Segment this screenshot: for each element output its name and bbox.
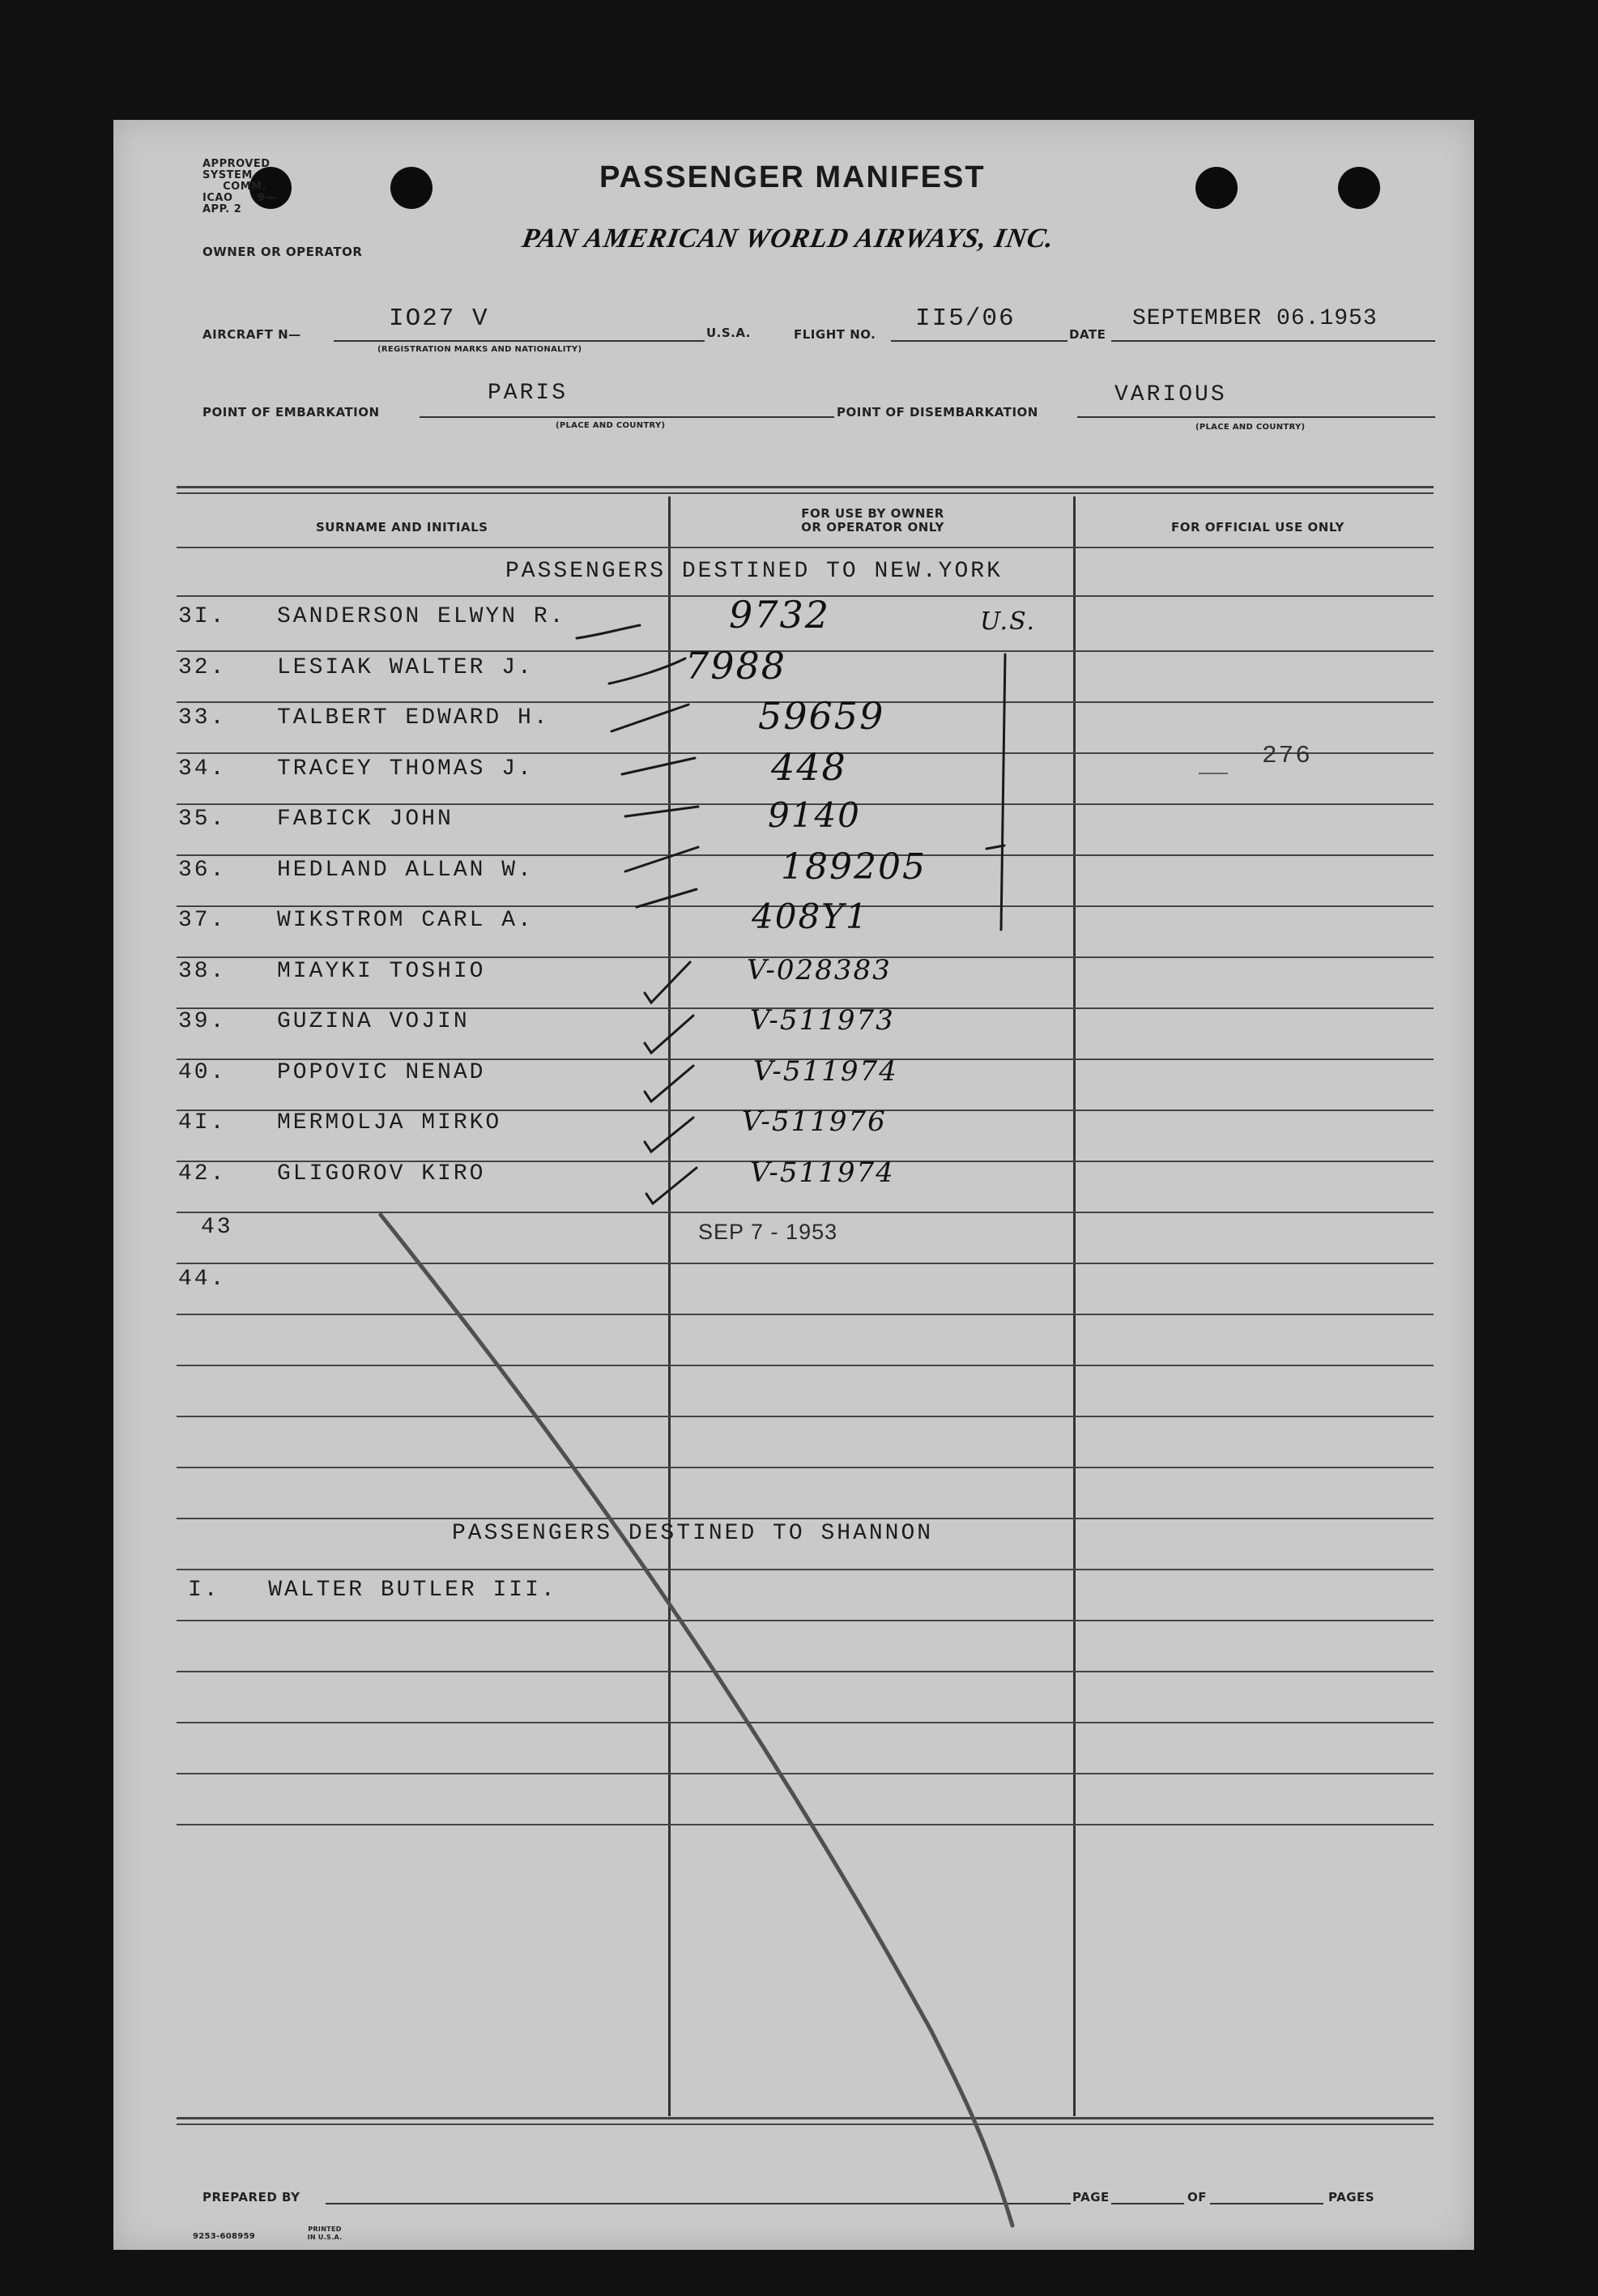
disembark-label: POINT OF DISEMBARKATION [837, 405, 1038, 420]
passenger-name: GUZINA VOJIN [277, 1009, 470, 1034]
check-mark [645, 1066, 693, 1101]
check-mark [645, 1016, 693, 1053]
bracket-line [1001, 654, 1005, 930]
passenger-name: MERMOLJA MIRKO [277, 1110, 502, 1135]
col-owner-use-line: FOR USE BY OWNER [801, 506, 944, 521]
col-surname: SURNAME AND INITIALS [316, 520, 488, 535]
printed-mark: PRINTED IN U.S.A. [307, 2226, 343, 2241]
check-mark [646, 1168, 697, 1203]
row-number: 40. [178, 1059, 227, 1085]
row-number: 38. [178, 958, 227, 984]
passenger-name: WALTER BUTLER III. [268, 1578, 557, 1603]
document-number: 189205 [781, 846, 927, 888]
check-mark [622, 758, 695, 774]
passenger-name: TRACEY THOMAS J. [277, 756, 534, 782]
document-number: V-511973 [750, 1004, 895, 1037]
row-number: 44. [178, 1267, 227, 1292]
passenger-name: GLIGOROV KIRO [277, 1161, 486, 1186]
form-number: 9253-608959 [193, 2232, 256, 2241]
embark-label: POINT OF EMBARKATION [202, 405, 380, 420]
row-number: 3I. [178, 604, 227, 629]
document-number: 408Y1 [752, 897, 869, 936]
aircraft-value: IO27 V [389, 305, 489, 333]
document-number: 448 [771, 744, 847, 789]
approval-line: APPROVED [202, 158, 271, 170]
embark-caption: (PLACE AND COUNTRY) [556, 421, 666, 430]
row-number: 32. [178, 654, 227, 680]
check-mark [625, 807, 698, 816]
manifest-sheet [113, 120, 1474, 2250]
handwriting-overlay [113, 120, 1474, 2250]
row-number: 33. [178, 705, 227, 731]
check-mark [577, 625, 640, 638]
official-note: 276 [1262, 742, 1312, 770]
check-mark [609, 658, 685, 684]
date-value: SEPTEMBER 06.1953 [1132, 306, 1378, 331]
usa-label: U.S.A. [706, 326, 751, 340]
embark-value: PARIS [488, 381, 569, 406]
passenger-name: HEDLAND ALLAN W. [277, 857, 534, 883]
check-mark [612, 705, 688, 731]
document-number: V-511974 [750, 1156, 895, 1189]
row-number: 4I. [178, 1110, 227, 1135]
check-mark [625, 847, 698, 871]
prepared-by-label: PREPARED BY [202, 2190, 300, 2204]
row-number: 36. [178, 857, 227, 883]
pages-label: PAGES [1328, 2190, 1375, 2204]
received-stamp: SEP 7 - 1953 [698, 1220, 838, 1244]
flight-value: II5/06 [915, 305, 1016, 333]
diagonal-strike [381, 1215, 1012, 2226]
col-owner-use-line: OR OPERATOR ONLY [801, 520, 944, 535]
section-new-york: PASSENGERS DESTINED TO NEW.YORK [505, 559, 1003, 584]
passenger-name: MIAYKI TOSHIO [277, 958, 486, 984]
row-number: 35. [178, 807, 227, 832]
document-number: 59659 [758, 694, 885, 738]
airline-name: PAN AMERICAN WORLD AIRWAYS, INC. [519, 224, 1057, 253]
owner-label: OWNER OR OPERATOR [202, 245, 363, 259]
document-number: V-028383 [747, 953, 892, 986]
check-mark [645, 962, 690, 1003]
passenger-name: SANDERSON ELWYN R. [277, 604, 566, 629]
row-number: I. [188, 1578, 220, 1603]
check-mark [645, 1118, 693, 1152]
approval-line: SYSTEM COMM. [202, 169, 267, 193]
page-title: PASSENGER MANIFEST [599, 160, 986, 194]
of-label: OF [1187, 2190, 1207, 2204]
passenger-name: POPOVIC NENAD [277, 1059, 486, 1085]
row-number: 34. [178, 756, 227, 782]
aircraft-label: AIRCRAFT N— [202, 327, 301, 342]
document-number: V-511976 [742, 1105, 887, 1138]
document-number: 7988 [685, 643, 787, 688]
passenger-name: LESIAK WALTER J. [277, 654, 534, 680]
row-number: 37. [178, 908, 227, 933]
disembark-caption: (PLACE AND COUNTRY) [1195, 423, 1306, 432]
disembark-value: VARIOUS [1114, 382, 1227, 407]
passenger-name: FABICK JOHN [277, 807, 454, 832]
document-number: 9140 [768, 795, 861, 835]
check-mark [637, 889, 697, 907]
passenger-name: TALBERT EDWARD H. [277, 705, 550, 731]
date-label: DATE [1069, 327, 1106, 342]
row-number: 43 [201, 1215, 233, 1240]
us-note: U.S. [980, 607, 1037, 636]
approval-line: ICAO 9—APP. 2 [202, 192, 276, 215]
page-label: PAGE [1072, 2190, 1110, 2204]
row-number: 39. [178, 1009, 227, 1034]
row-number: 42. [178, 1161, 227, 1186]
document-number: V-511974 [753, 1054, 898, 1088]
col-official: FOR OFFICIAL USE ONLY [1171, 520, 1344, 535]
flight-label: FLIGHT NO. [794, 327, 876, 342]
document-number: 9732 [729, 593, 831, 637]
passenger-name: WIKSTROM CARL A. [277, 908, 534, 933]
section-shannon: PASSENGERS DESTINED TO SHANNON [452, 1521, 934, 1546]
registration-caption: (REGISTRATION MARKS AND NATIONALITY) [377, 345, 582, 354]
